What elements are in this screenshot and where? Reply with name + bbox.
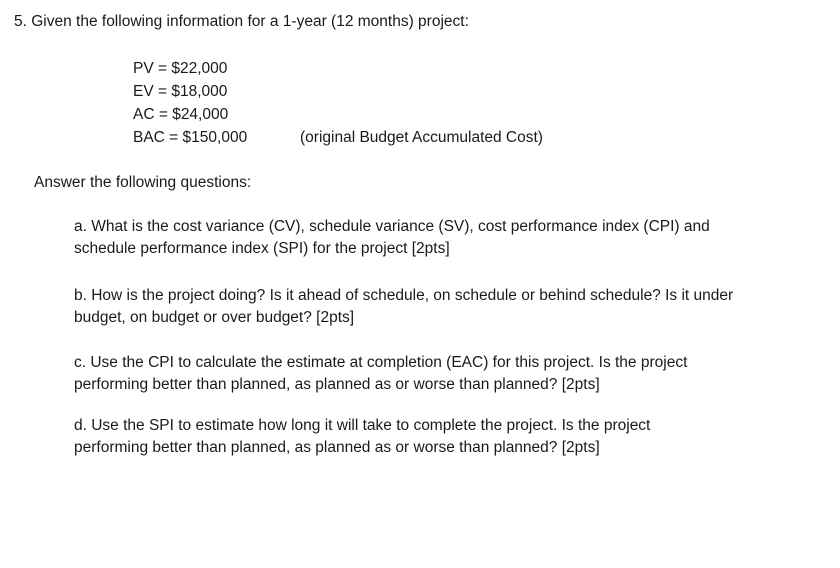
given-bac: BAC = $150,000: [133, 129, 248, 146]
question-b: [74, 285, 814, 329]
problem-heading: 5. Given the following information for a 1-year (12 months) project:: [14, 13, 469, 30]
answer-intro: Answer the following questions:: [34, 174, 252, 191]
question-b-line1: b. How is the project doing? Is it ahead of schedule, on schedule or behind schedule? Is it under: [74, 287, 734, 304]
given-ac: AC = $24,000: [133, 106, 229, 123]
question-a-line2: schedule performance index (SPI) for the project [2pts]: [74, 240, 450, 257]
question-a-line1: a. What is the cost variance (CV), schedule variance (SV), cost performance index (CPI) and: [74, 218, 710, 235]
question-d: [74, 415, 814, 459]
question-c: [74, 352, 814, 396]
given-pv: PV = $22,000: [133, 60, 228, 77]
question-d-line2: performing better than planned, as planned as or worse than planned? [2pts]: [74, 439, 600, 456]
question-a: [74, 216, 814, 260]
question-d-line1: d. Use the SPI to estimate how long it will take to complete the project. Is the project: [74, 417, 651, 434]
bac-note: (original Budget Accumulated Cost): [300, 129, 543, 146]
question-c-line2: performing better than planned, as planned as or worse than planned? [2pts]: [74, 376, 600, 393]
question-c-line1: c. Use the CPI to calculate the estimate at completion (EAC) for this project. Is the project: [74, 354, 688, 371]
given-ev: EV = $18,000: [133, 83, 228, 100]
question-b-line2: budget, on budget or over budget? [2pts]: [74, 309, 355, 326]
